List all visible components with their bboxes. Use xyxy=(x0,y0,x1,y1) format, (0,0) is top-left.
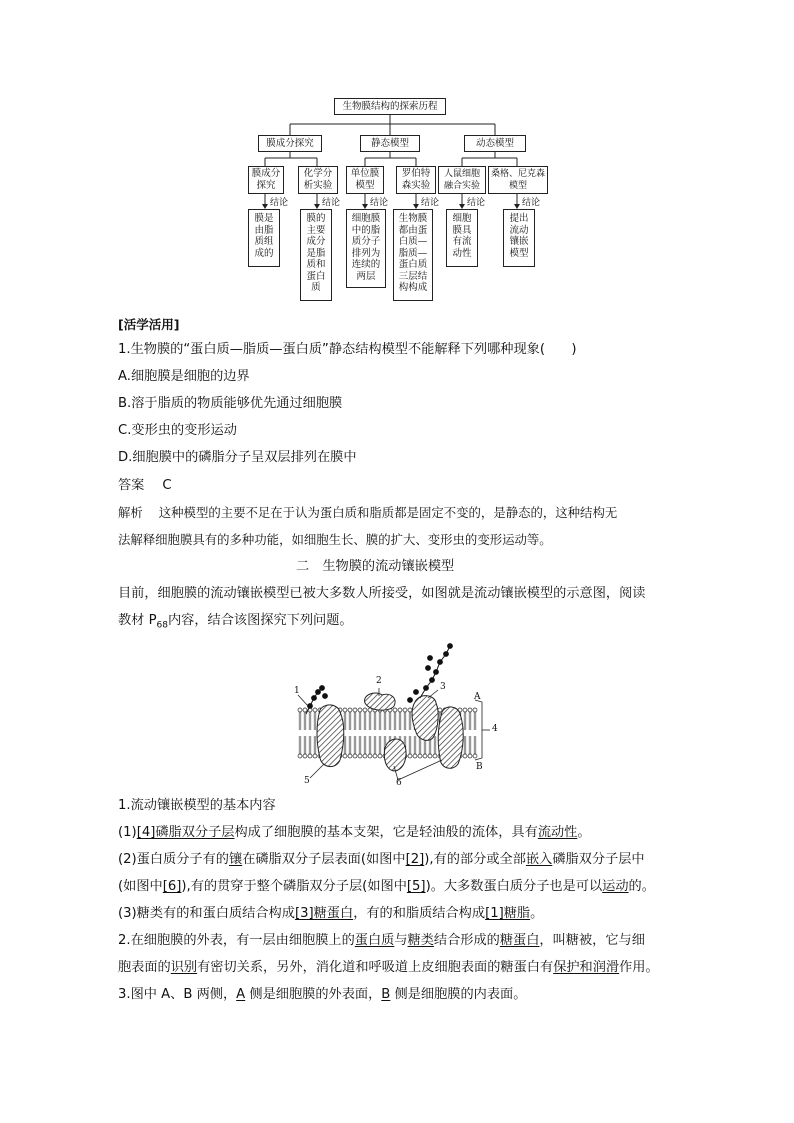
label-2: 2 xyxy=(376,676,382,686)
text: 3.图中 A、B 两侧， xyxy=(118,987,237,1002)
option-b: B.溶于脂质的物质能够优先通过细胞膜 xyxy=(118,396,343,411)
fill-answer: 保护和润滑 xyxy=(553,960,620,975)
text: 的。 xyxy=(628,879,655,894)
text: 胞表面的 xyxy=(118,960,171,975)
intro-line-1: 目前，细胞膜的流动镶嵌模型已被大多数人所接受，如图就是流动镶嵌模型的示意图，阅读 xyxy=(118,586,646,601)
protein-2-surface xyxy=(365,693,396,710)
conclusion-label: 结论 xyxy=(370,198,389,208)
protein-6-embedded-a xyxy=(384,739,406,771)
leaf-box: 化学分 析实验 xyxy=(298,166,338,194)
fill-answer: [6] xyxy=(162,879,182,894)
p2-line-2 xyxy=(118,959,659,977)
conclusion-label: 结论 xyxy=(467,198,486,208)
option-c: C.变形虫的变形运动 xyxy=(118,423,237,438)
label-A: A xyxy=(474,692,481,702)
text: 。 xyxy=(577,825,591,840)
label-5: 5 xyxy=(304,776,310,786)
text: 侧是细胞膜的外表面， xyxy=(245,987,382,1002)
phospholipid-head xyxy=(408,754,412,758)
text: 结合形成的 xyxy=(433,933,500,948)
phospholipid-head xyxy=(438,708,442,712)
option-a: A.细胞膜是细胞的边界 xyxy=(118,369,250,384)
conclusion-label: 结论 xyxy=(522,198,541,208)
phospholipid-head xyxy=(423,754,427,758)
phospholipid-head xyxy=(403,708,407,712)
fill-answer: 糖蛋白 xyxy=(499,933,540,948)
conclusion-box: 细胞 膜具 有流 动性 xyxy=(446,209,478,267)
phospholipid-head xyxy=(393,708,397,712)
text: 在磷脂双分子层表面(如图中 xyxy=(242,852,406,867)
phospholipid-head xyxy=(348,708,352,712)
concept-map xyxy=(240,96,545,306)
conclusion-box: 生物膜 都由蛋 白质— 脂质— 蛋白质 三层结 构构成 xyxy=(393,209,433,301)
intro-text: 教材 P xyxy=(118,613,157,628)
text: (1) xyxy=(118,825,137,840)
conclusion-box: 提出 流动 镶嵌 模型 xyxy=(503,209,535,267)
text: 。 xyxy=(530,906,544,921)
fill-answer: [2] xyxy=(405,852,425,867)
text: ),有的部分或全部 xyxy=(424,852,526,867)
phospholipid-head xyxy=(373,754,377,758)
phospholipid-head xyxy=(463,754,467,758)
fill-answer: 糖类 xyxy=(407,933,434,948)
label-3: 3 xyxy=(440,682,446,692)
question-1: 1.生物膜的“蛋白质—脂质—蛋白质”静态结构模型不能解释下列哪种现象( ) xyxy=(118,342,577,357)
fill-answer: A xyxy=(236,987,246,1002)
answer-line xyxy=(118,477,172,495)
protein-3-glycoprotein xyxy=(412,696,438,741)
phospholipid-head xyxy=(313,708,317,712)
membrane-figure xyxy=(290,640,510,790)
conclusion-box: 膜是 由脂 质组 成的 xyxy=(248,209,280,267)
analysis-line-1 xyxy=(118,504,617,522)
section-heading: 二 生物膜的流动镶嵌模型 xyxy=(296,559,455,574)
phospholipid-head xyxy=(298,754,302,758)
phospholipid-head xyxy=(368,754,372,758)
phospholipid-head xyxy=(408,708,412,712)
phospholipid-head xyxy=(378,754,382,758)
fill-answer: B xyxy=(381,987,391,1002)
intro-line-2 xyxy=(118,612,353,635)
protein-5-transmembrane xyxy=(317,705,344,767)
label-6: 6 xyxy=(396,778,402,788)
phospholipid-head xyxy=(358,708,362,712)
text: 有密切关系，另外，消化道和呼吸道上皮细胞表面的糖蛋白有 xyxy=(197,960,554,975)
text: (如图中 xyxy=(118,879,163,894)
p1-3 xyxy=(118,905,543,923)
phospholipid-head xyxy=(473,708,477,712)
root-box: 生物膜结构的探索历程 xyxy=(334,98,446,115)
phospholipid-head xyxy=(353,754,357,758)
conclusion-label: 结论 xyxy=(322,198,341,208)
fill-answer: 镶 xyxy=(229,852,243,867)
text: 磷脂双分子层中 xyxy=(552,852,645,867)
p1-2b xyxy=(118,878,655,896)
phospholipid-head xyxy=(463,708,467,712)
fill-answer: 蛋白质 xyxy=(354,933,395,948)
page-subscript: 68 xyxy=(156,620,168,631)
fill-answer: 运动 xyxy=(602,879,629,894)
phospholipid-head xyxy=(363,708,367,712)
leaf-box: 单位膜 模型 xyxy=(346,166,384,194)
analysis-label: 解析 xyxy=(118,505,143,520)
text: ，叫糖被，它与细 xyxy=(539,933,645,948)
intro-text: 内容，结合该图探究下列问题。 xyxy=(167,613,353,628)
phospholipid-head xyxy=(398,708,402,712)
leaf-box: 罗伯特 森实验 xyxy=(396,166,436,194)
phospholipid-head xyxy=(473,754,477,758)
phospholipid-head xyxy=(428,754,432,758)
fill-answer: 识别 xyxy=(170,960,198,975)
text: 2.在细胞膜的外表，有一层由细胞膜上的 xyxy=(118,933,355,948)
p3 xyxy=(118,986,526,1004)
fill-answer: [4]磷脂双分子层 xyxy=(136,825,235,840)
fill-answer: 流动性 xyxy=(537,825,578,840)
label-1: 1 xyxy=(294,686,300,696)
phospholipid-head xyxy=(358,754,362,758)
phospholipid-head xyxy=(303,754,307,758)
text: 构成了细胞膜的基本支架，它是轻油般的流体，具有 xyxy=(234,825,538,840)
analysis-text-1: 这种模型的主要不足在于认为蛋白质和脂质都是固定不变的，是静态的，这种结构无 xyxy=(158,505,618,520)
phospholipid-head xyxy=(363,754,367,758)
phospholipid-head xyxy=(433,754,437,758)
phospholipid-head xyxy=(468,754,472,758)
label-B: B xyxy=(476,762,483,772)
text: (3)糖类有的和蛋白质结合构成 xyxy=(118,906,295,921)
phospholipid-head xyxy=(413,754,417,758)
answer-label: 答案 xyxy=(118,478,145,493)
p1-1 xyxy=(118,824,591,842)
text: )。大多数蛋白质分子也是可以 xyxy=(425,879,603,894)
phospholipid-head xyxy=(308,754,312,758)
phospholipid-head xyxy=(298,708,302,712)
phospholipid-head xyxy=(353,708,357,712)
glycoprotein-chain xyxy=(408,644,453,703)
phospholipid-head xyxy=(468,708,472,712)
option-d: D.细胞膜中的磷脂分子呈双层排列在膜中 xyxy=(118,450,357,465)
phospholipid-head xyxy=(343,754,347,758)
fill-answer: [3]糖蛋白 xyxy=(294,906,354,921)
fill-answer: [5] xyxy=(406,879,426,894)
text: 侧是细胞膜的内表面。 xyxy=(390,987,527,1002)
text: 作用。 xyxy=(619,960,659,975)
leaf-box: 人鼠细胞 融合实验 xyxy=(438,166,486,194)
phospholipid-head xyxy=(418,754,422,758)
text: ，有的和脂质结合构成 xyxy=(353,906,486,921)
phospholipid-head xyxy=(343,708,347,712)
conclusion-box: 细胞膜 中的脂 质分子 排列为 连续的 两层 xyxy=(346,209,386,288)
phospholipid-head xyxy=(348,754,352,758)
p2-line-1 xyxy=(118,932,645,950)
category-box-composition: 膜成分探究 xyxy=(258,135,322,152)
fill-answer: [1]糖脂 xyxy=(485,906,531,921)
leaf-box: 膜成分 探究 xyxy=(248,166,284,194)
phospholipid-head xyxy=(313,754,317,758)
text: 与 xyxy=(394,933,408,948)
text: ),有的贯穿于整个磷脂双分子层(如图中 xyxy=(181,879,407,894)
p1-title: 1.流动镶嵌模型的基本内容 xyxy=(118,798,276,813)
analysis-line-2: 法解释细胞膜具有的多种功能，如细胞生长、膜的扩大、变形虫的变形运动等。 xyxy=(118,532,552,547)
answer-value: C xyxy=(162,478,172,493)
phospholipid-head xyxy=(303,708,307,712)
p1-2 xyxy=(118,851,645,869)
category-box-static: 静态模型 xyxy=(360,135,420,152)
section-tag: [活学活用] xyxy=(118,317,180,332)
text: (2)蛋白质分子有的 xyxy=(118,852,229,867)
protein-6-embedded-b xyxy=(438,707,463,768)
leaf-box: 桑格、尼克森 模型 xyxy=(488,166,548,194)
fill-answer: 嵌入 xyxy=(525,852,553,867)
conclusion-box: 膜的 主要 成分 是脂 质和 蛋白 质 xyxy=(300,209,332,301)
label-4: 4 xyxy=(492,724,498,734)
conclusion-label: 结论 xyxy=(421,198,440,208)
category-box-dynamic: 动态模型 xyxy=(464,135,526,152)
conclusion-label: 结论 xyxy=(270,198,289,208)
